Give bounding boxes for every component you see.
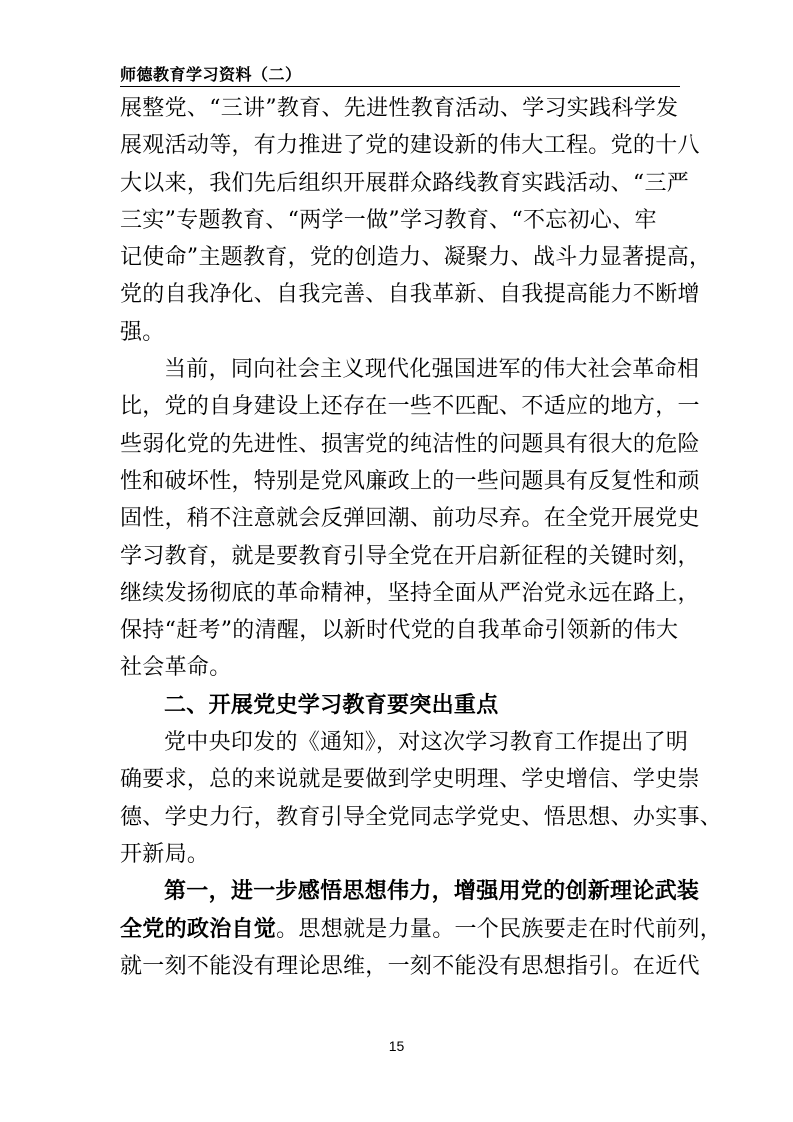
text-line: 强。 [120, 319, 165, 345]
page-number: 15 [388, 1038, 405, 1054]
text-line: 党的自我净化、自我完善、自我革新、自我提高能力不断增 [120, 282, 700, 308]
header-title: 师德教育学习资料（二） [120, 65, 302, 84]
text-run: 。思想就是力量。一个民族要走在时代前列， [276, 916, 723, 942]
bold-point-heading-end: 全党的政治自觉 [120, 915, 277, 942]
text-line: 继续发扬彻底的革命精神，坚持全面从严治党永远在路上， [120, 580, 700, 606]
section-heading: 二、开展党史学习教育要突出重点 [164, 691, 499, 718]
text-line: 展整党、“三讲”教育、先进性教育活动、学习实践科学发 [120, 96, 679, 121]
page-header [120, 54, 680, 87]
text-line: 记使命”主题教育，党的创造力、凝聚力、战斗力显著提高， [120, 245, 712, 271]
bold-point-heading: 第一，进一步感悟思想伟力，增强用党的创新理论武装 [164, 878, 700, 905]
text-line: 保持“赶考”的清醒，以新时代党的自我革命引领新的伟大 [120, 618, 679, 644]
text-line: 社会革命。 [120, 655, 232, 681]
text-line: 确要求，总的来说就是要做到学史明理、学史增信、学史崇 [120, 767, 700, 793]
text-line: 德、学史力行，教育引导全党同志学党史、悟思想、办实事、 [120, 804, 723, 830]
text-line: 三实”专题教育、“两学一做”学习教育、“不忘初心、牢 [120, 207, 657, 233]
text-line: 展观活动等，有力推进了党的建设新的伟大工程。党的十八 [120, 133, 700, 159]
mixed-text-line [120, 911, 723, 948]
paragraph-start-line: 当前，同向社会主义现代化强国进军的伟大社会革命相 [164, 357, 700, 383]
text-line: 些弱化党的先进性、损害党的纯洁性的问题具有很大的危险 [120, 431, 700, 457]
text-line: 学习教育，就是要教育引导全党在开启新征程的关键时刻， [120, 543, 700, 569]
text-line: 大以来，我们先后组织开展群众路线教育实践活动、“三严 [120, 170, 690, 196]
body-text [120, 90, 723, 985]
text-line: 固性，稍不注意就会反弹回潮、前功尽弃。在全党开展党史 [120, 506, 700, 532]
text-line: 性和破坏性，特别是党风廉政上的一些问题具有反复性和顽 [120, 468, 700, 494]
text-line: 开新局。 [120, 841, 210, 867]
text-line: 就一刻不能没有理论思维，一刻不能没有思想指引。在近代 [120, 953, 700, 979]
paragraph-start-line: 党中央印发的《通知》，对这次学习教育工作提出了明 [164, 730, 689, 756]
text-line: 比，党的自身建设上还存在一些不匹配、不适应的地方，一 [120, 394, 700, 420]
